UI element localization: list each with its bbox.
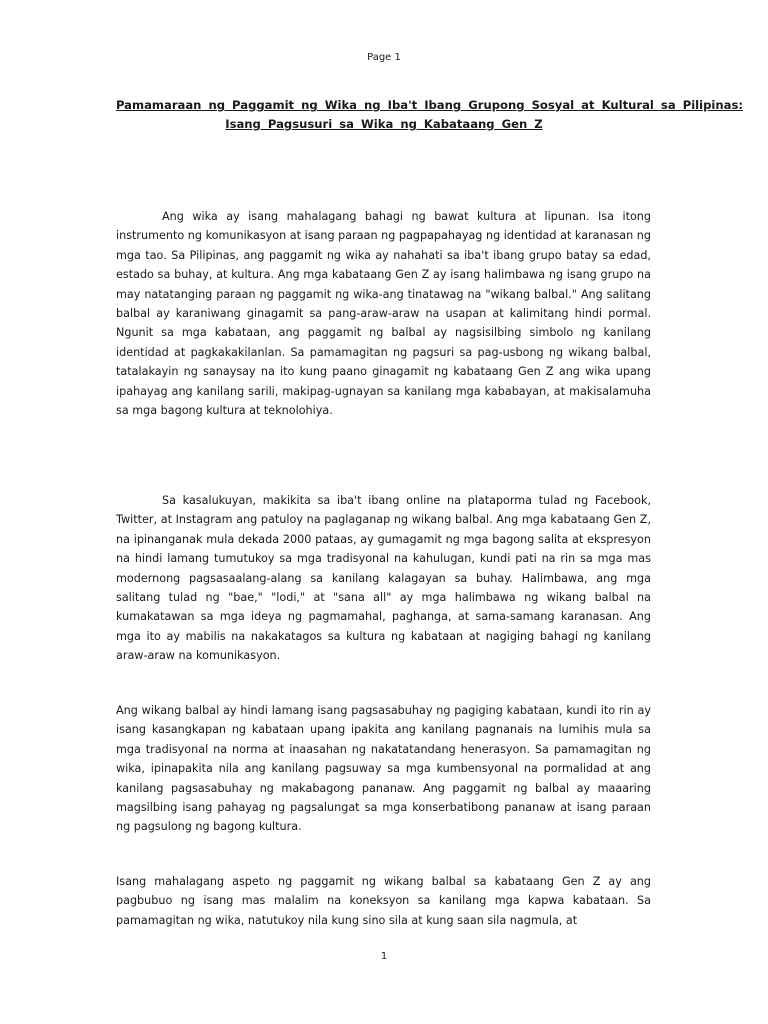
page-header-label: Page 1: [367, 52, 401, 63]
body-paragraph-4: Isang mahalagang aspeto ng paggamit ng wikang balbal sa kabataang Gen Z ay ang pagbubuo ng isang mas malalim na koneksyon sa kanilang mga kapwa kabataan. Sa pamamagitan ng wika, natutukoy nila kung sino sila at kung saan sila nagmula, at: [116, 875, 651, 927]
body-paragraph-3: Ang wikang balbal ay hindi lamang isang pagsasabuhay ng pagiging kabataan, kundi ito rin ay isang kasangkapan ng kabataan upang ipakita ang kanilang pagnanais na lumihis mula sa mga tradisyonal na norma at inaasahan ng nakatatandang henerasyon. Sa pamamagitan ng wika, ipinapakita nila ang kanilang pagsuway sa mga kumbensyonal na pormalidad at ang kanilang pagsasabuhay ng makabagong pananaw. Ang paggamit ng balbal ay maaaring magsilbing isang pahayag ng pagsalungat sa mga konserbatibong pananaw at isang paraan ng pagsulong ng bagong kultura.: [116, 704, 651, 834]
body-paragraph-2: Sa kasalukuyan, makikita sa iba't ibang online na plataporma tulad ng Facebook, Twitter, at Instagram ang patuloy na paglaganap ng wikang balbal. Ang mga kabataang Gen Z, na ipinanganak mula dekada 2000 pataas, ay gumagamit ng mga bagong salita at ekspresyon na hindi lamang tumutukoy sa mga tradisyonal na kahulugan, kundi pati na rin sa mga mas modernong pagsasaalang-alang sa kanilang kalagayan sa buhay. Halimbawa, ang mga salitang tulad ng "bae," "lodi," at "sana all" ay mga halimbawa ng wikang balbal na kumakatawan sa mga ideya ng pagmamahal, paghanga, at sama-samang karanasan. Ang mga ito ay mabilis na nakakatagos sa kultura ng kabataan at nagiging bahagi ng kanilang araw-araw na komunikasyon.: [116, 494, 651, 663]
body-paragraph-1: Ang wika ay isang mahalagang bahagi ng bawat kultura at lipunan. Isa itong instrumento ng komunikasyon at isang paraan ng pagpapahayag ng identidad at karanasan ng mga tao. Sa Pilipinas, ang paggamit ng wika ay nahahati sa iba't ibang grupo batay sa edad, estado sa buhay, at kultura. Ang mga kabataang Gen Z ay isang halimbawa ng isang grupo na may natatanging paraan ng paggamit ng wika-ang tinatawag na "wikang balbal." Ang salitang balbal ay karaniwang ginagamit sa pang-araw-araw na usapan at kalimitang hindi pormal. Ngunit sa mga kabataan, ang paggamit ng balbal ay nagsisilbing simbolo ng kanilang identidad at pagkakakilanlan. Sa pamamagitan ng pagsuri sa pag-usbong ng wikang balbal, tatalakayin ng sanaysay na ito kung paano ginagamit ng kabataang Gen Z ang wika upang ipahayag ang kanilang sarili, makipag-ugnayan sa kanilang mga kababayan, at makisalamuha sa mga bagong kultura at teknolohiya.: [116, 210, 651, 418]
document-title-line-2: Isang Pagsusuri sa Wika ng Kabataang Gen Z: [225, 117, 543, 131]
document-title: [116, 96, 743, 134]
document-title-line-1: Pamamaraan ng Paggamit ng Wika ng Iba't Ibang Grupong Sosyal at Kultural sa Pilipinas:: [116, 98, 743, 112]
page-number-footer: 1: [380, 951, 388, 962]
